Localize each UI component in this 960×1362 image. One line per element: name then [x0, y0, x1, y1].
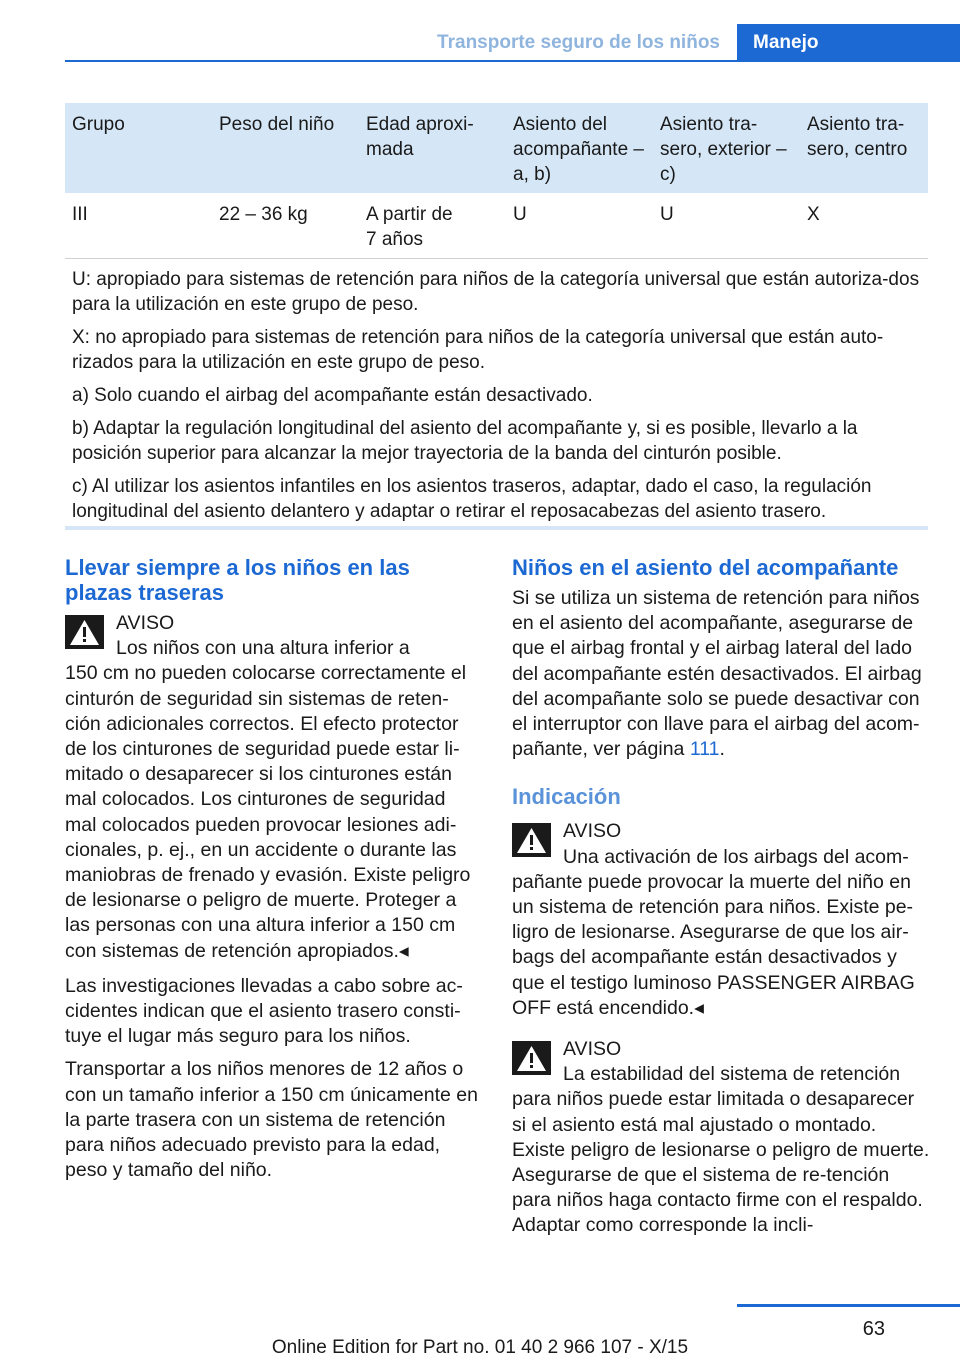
- paragraph: [512, 586, 930, 762]
- warning-block: [512, 819, 930, 1021]
- table-cell: 22 – 36 kg: [219, 204, 308, 225]
- warning-text: para niños puede estar limitada o desaparecer si el asiento está mal ajustado o montado. Existe peligro de lesionarse o peligro de muerte. Asegurarse de que el sistema de re-tención para niños haga contacto firme con el respaldo. Adaptar como corresponde la incli-: [512, 1088, 930, 1237]
- subheading: Indicación: [512, 784, 621, 810]
- warning-icon: [65, 615, 104, 649]
- paragraph-text: Si se utiliza un sistema de retención para niños en el asiento del acompañante, asegurarse de que el airbag frontal y el airbag lateral del lado del acompañante estén desactivados. El airbag del acompañante solo se puede desactivar con el interruptor con llave para el airbag del acom-pañante, ver página: [512, 587, 922, 761]
- header-cell: Asiento del acompañante – a, b): [513, 114, 644, 185]
- warning-title: AVISO: [116, 612, 175, 634]
- section-heading: Niños en el asiento del acompañante: [512, 555, 899, 580]
- table-row: [65, 193, 928, 258]
- table-cell: U: [660, 204, 674, 225]
- header-cell: Asiento tra- sero, centro: [807, 114, 908, 160]
- page-number: 63: [862, 1318, 885, 1340]
- table-note: b) Adaptar la regulación longitudinal del asiento del acompañante y, si es posible, llevarlo a la posición superior para alcanzar la mejor trayectoria de la banda del cinturón posible.: [72, 418, 858, 464]
- table-bottom-rule: [65, 526, 928, 530]
- warning-icon: [512, 1041, 551, 1075]
- edition-text: Online Edition for Part no. 01 40 2 966 107 - X/15: [271, 1337, 689, 1358]
- warning-text: pañante puede provocar la muerte del niño en un sistema de retención para niños. Existe pe-ligro de lesionarse. Asegurarse de que los air-bags del acompañante están desactivados y que el testigo luminoso PASSENGER AIRBAG OFF está encendido.◂: [512, 870, 915, 1019]
- warning-block: [65, 611, 480, 964]
- section-title: Transporte seguro de los niños: [437, 32, 720, 53]
- child-seat-table: [65, 103, 928, 532]
- footer-edition: [0, 1337, 960, 1359]
- warning-block: [512, 1037, 930, 1239]
- paragraph: Transportar a los niños menores de 12 años o con un tamaño inferior a 150 cm únicamente en la parte trasera con un sistema de retención para niños adecuado previsto para la edad, peso y tamaño del niño.: [65, 1058, 478, 1182]
- chapter-tab: Manejo: [737, 24, 960, 62]
- header-cell: Asiento tra- sero, exterior – c): [660, 114, 787, 185]
- warning-text: 150 cm no pueden colocarse correctamente el cinturón de seguridad sin sistemas de reten-ción adicionales correctos. El efecto protector de los cinturones de seguridad puede estar li-mitado o desaparecer si los cinturones están mal colocados. Los cinturones de seguridad mal colocados pueden provocar lesiones adi-cionales, p. ej., en un accidente o durante las maniobras de frenado y evasión. Existe peligro de lesionarse o peligro de muerte. Proteger a las personas con una altura inferior a 150 cm con sistemas de retención apropiados.◂: [65, 662, 471, 962]
- section-heading: Llevar siempre a los niños en las plazas traseras: [65, 555, 410, 605]
- warning-first-line: La estabilidad del sistema de retención: [563, 1063, 901, 1086]
- right-column: [512, 555, 930, 1249]
- table-cell: III: [72, 204, 88, 225]
- header-cell: Peso del niño: [219, 114, 335, 135]
- table-note: U: apropiado para sistemas de retención para niños de la categoría universal que están autoriza-dos para la utilización en este grupo de peso.: [72, 269, 920, 315]
- table-note: c) Al utilizar los asientos infantiles en los asientos traseros, adaptar, dado el caso, la regulación longitudinal del asiento delantero y adaptar o retirar el reposacabezas del asiento trasero.: [72, 476, 872, 522]
- page-link[interactable]: 111: [689, 738, 720, 761]
- table-header-row: [65, 103, 928, 193]
- warning-title: AVISO: [563, 1038, 622, 1061]
- table-note: X: no apropiado para sistemas de retención para niños de la categoría universal que están auto-rizados para la utilización en este grupo de peso.: [72, 327, 884, 373]
- header-cell: Edad aproxi- mada: [366, 114, 474, 160]
- table-note: a) Solo cuando el airbag del acompañante están desactivado.: [72, 385, 593, 406]
- warning-first-line: Una activación de los airbags del acom-: [563, 845, 909, 868]
- warning-first-line: Los niños con una altura inferior a: [116, 637, 410, 660]
- paragraph-end: .: [719, 738, 725, 761]
- warning-icon: [512, 823, 551, 857]
- page-header: [0, 24, 960, 62]
- table-cell: X: [807, 204, 820, 225]
- table-notes: [65, 259, 928, 524]
- table-cell: U: [513, 204, 527, 225]
- table-cell: A partir de 7 años: [366, 204, 453, 250]
- warning-title: AVISO: [563, 820, 622, 843]
- left-column: [65, 555, 480, 1191]
- paragraph: Las investigaciones llevadas a cabo sobre ac-cidentes indican que el asiento trasero consti-tuye el lugar más seguro para los niños.: [65, 974, 463, 1048]
- header-cell: Grupo: [72, 114, 125, 135]
- footer-rule: [737, 1304, 960, 1307]
- header-rule: [65, 60, 960, 62]
